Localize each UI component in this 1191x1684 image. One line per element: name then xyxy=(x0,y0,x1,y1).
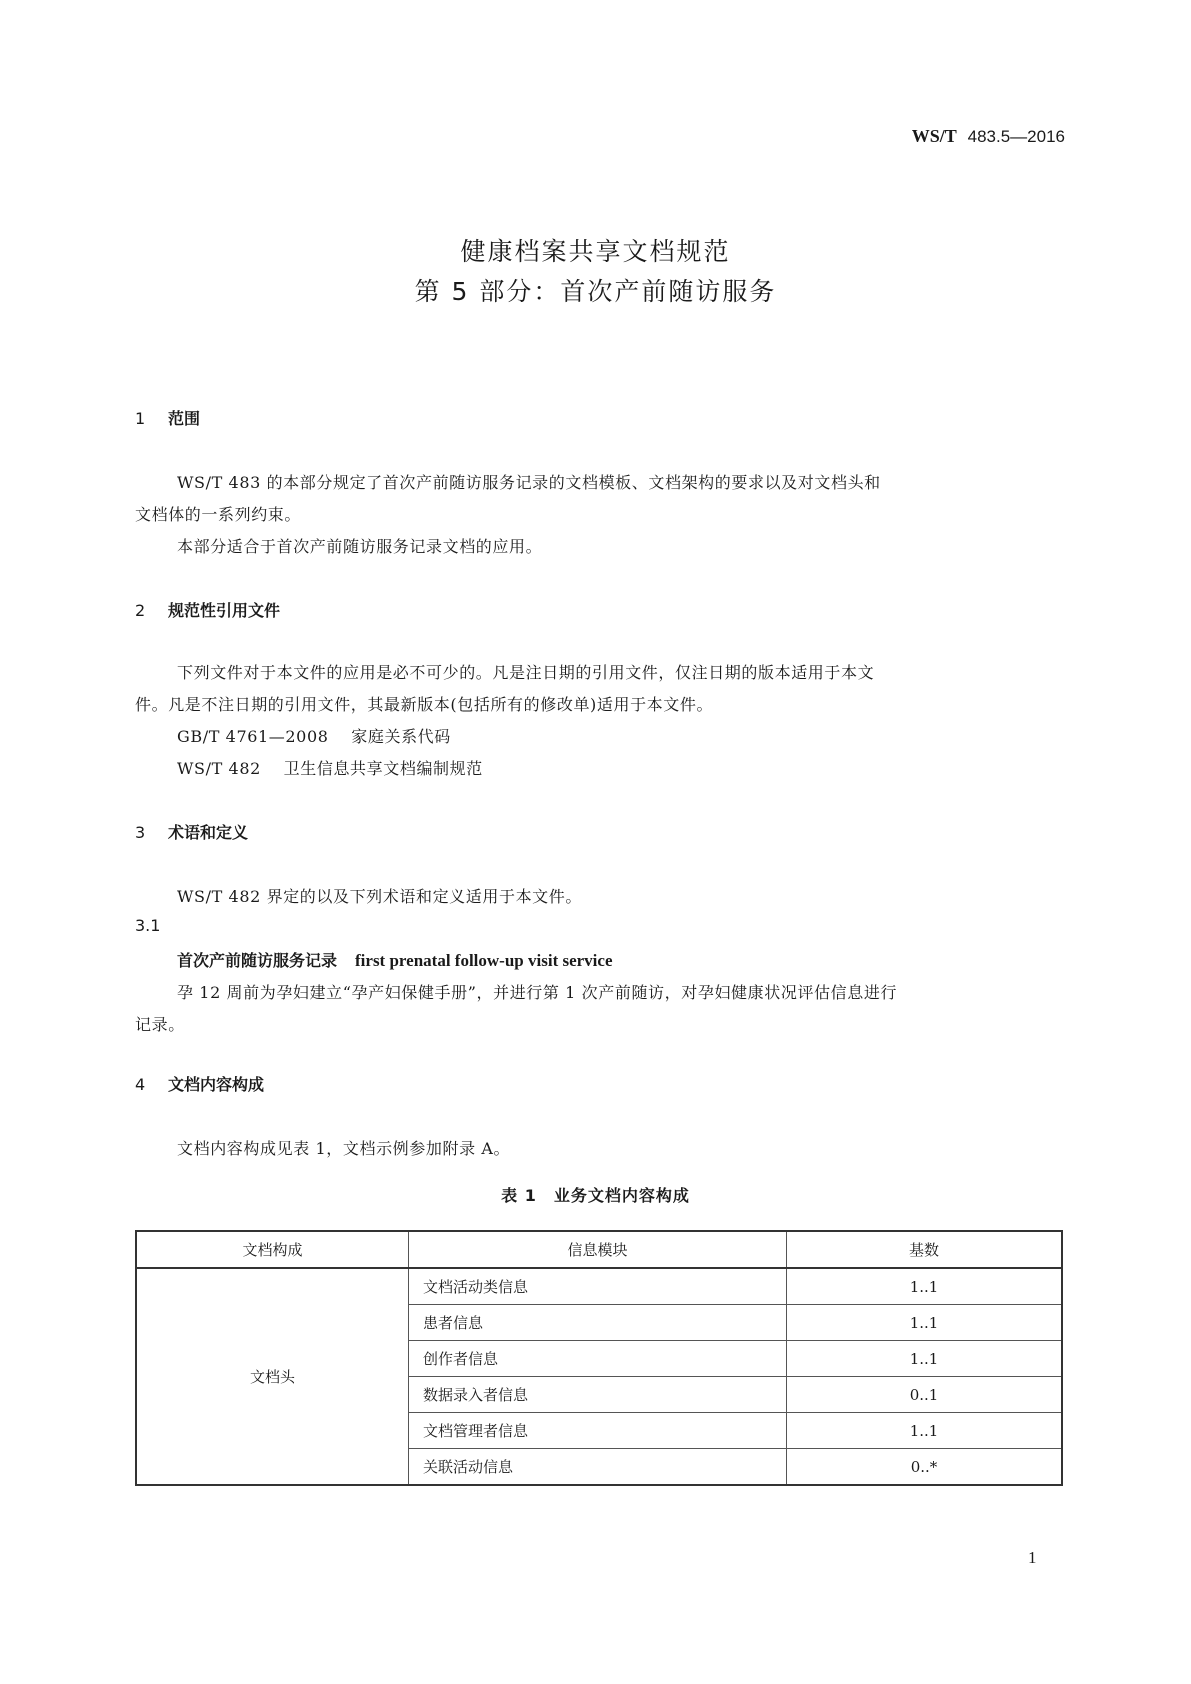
cardinality-cell: 1..1 xyxy=(787,1268,1063,1305)
module-cell: 关联活动信息 xyxy=(409,1449,787,1486)
module-cell: 文档管理者信息 xyxy=(409,1413,787,1449)
document-title-line2: 第 5 部分：首次产前随访服务 xyxy=(414,277,777,306)
term-english: first prenatal follow-up visit service xyxy=(355,951,613,970)
module-cell: 创作者信息 xyxy=(409,1341,787,1377)
section-number: 1 xyxy=(135,409,146,428)
term-entry xyxy=(177,948,613,971)
reference-item xyxy=(177,756,483,779)
module-cell: 患者信息 xyxy=(409,1305,787,1341)
section-heading-4 xyxy=(135,1072,264,1095)
reference-title: 家庭关系代码 xyxy=(351,727,451,746)
group-cell: 文档头 xyxy=(136,1268,409,1485)
table-caption: 表 1 业务文档内容构成 xyxy=(501,1186,690,1205)
standard-code xyxy=(912,126,1065,147)
term-definition: 记录。 xyxy=(135,1015,185,1034)
content-structure-table xyxy=(135,1230,1063,1486)
section-number: 3 xyxy=(135,823,146,842)
cardinality-cell: 1..1 xyxy=(787,1305,1063,1341)
column-header: 基数 xyxy=(787,1231,1063,1268)
paragraph: 本部分适合于首次产前随访服务记录文档的应用。 xyxy=(177,537,543,556)
column-header: 信息模块 xyxy=(409,1231,787,1268)
standard-prefix: WS/T xyxy=(911,126,957,146)
table-row xyxy=(136,1268,1062,1305)
module-cell: 数据录入者信息 xyxy=(409,1377,787,1413)
reference-item xyxy=(177,724,451,747)
document-title-line1: 健康档案共享文档规范 xyxy=(460,237,731,266)
cardinality-cell: 0..1 xyxy=(787,1377,1063,1413)
reference-title: 卫生信息共享文档编制规范 xyxy=(283,759,483,778)
section-title: 范围 xyxy=(168,409,201,428)
reference-code: WS/T 482 xyxy=(177,759,261,778)
section-heading-2 xyxy=(135,598,280,621)
section-number: 4 xyxy=(135,1075,146,1094)
section-heading-3 xyxy=(135,820,248,843)
paragraph: WS/T 483 的本部分规定了首次产前随访服务记录的文档模板、文档架构的要求以及对文档头和 xyxy=(177,473,881,492)
paragraph: 文档内容构成见表 1，文档示例参加附录 A。 xyxy=(177,1139,511,1158)
column-header: 文档构成 xyxy=(136,1231,409,1268)
paragraph: 文档体的一系列约束。 xyxy=(135,505,302,524)
cardinality-cell: 0..* xyxy=(787,1449,1063,1486)
page-number: 1 xyxy=(1028,1548,1037,1567)
cardinality-cell: 1..1 xyxy=(787,1413,1063,1449)
paragraph: 件。凡是不注日期的引用文件，其最新版本(包括所有的修改单)适用于本文件。 xyxy=(135,695,714,714)
module-cell: 文档活动类信息 xyxy=(409,1268,787,1305)
term-chinese: 首次产前随访服务记录 xyxy=(177,951,338,970)
cardinality-cell: 1..1 xyxy=(787,1341,1063,1377)
term-definition: 孕 12 周前为孕妇建立“孕产妇保健手册”，并进行第 1 次产前随访，对孕妇健康状况评估信息进行 xyxy=(177,983,898,1002)
section-heading-1 xyxy=(135,406,200,429)
paragraph: 下列文件对于本文件的应用是必不可少的。凡是注日期的引用文件，仅注日期的版本适用于本文 xyxy=(177,663,875,682)
reference-code: GB/T 4761—2008 xyxy=(177,727,329,746)
section-title: 规范性引用文件 xyxy=(168,601,281,620)
table-header-row xyxy=(136,1231,1062,1268)
paragraph: WS/T 482 界定的以及下列术语和定义适用于本文件。 xyxy=(177,887,582,906)
section-title: 文档内容构成 xyxy=(168,1075,265,1094)
section-number: 2 xyxy=(135,601,146,620)
term-number: 3.1 xyxy=(135,916,161,935)
section-title: 术语和定义 xyxy=(168,823,249,842)
standard-number: 483.5—2016 xyxy=(967,127,1065,146)
